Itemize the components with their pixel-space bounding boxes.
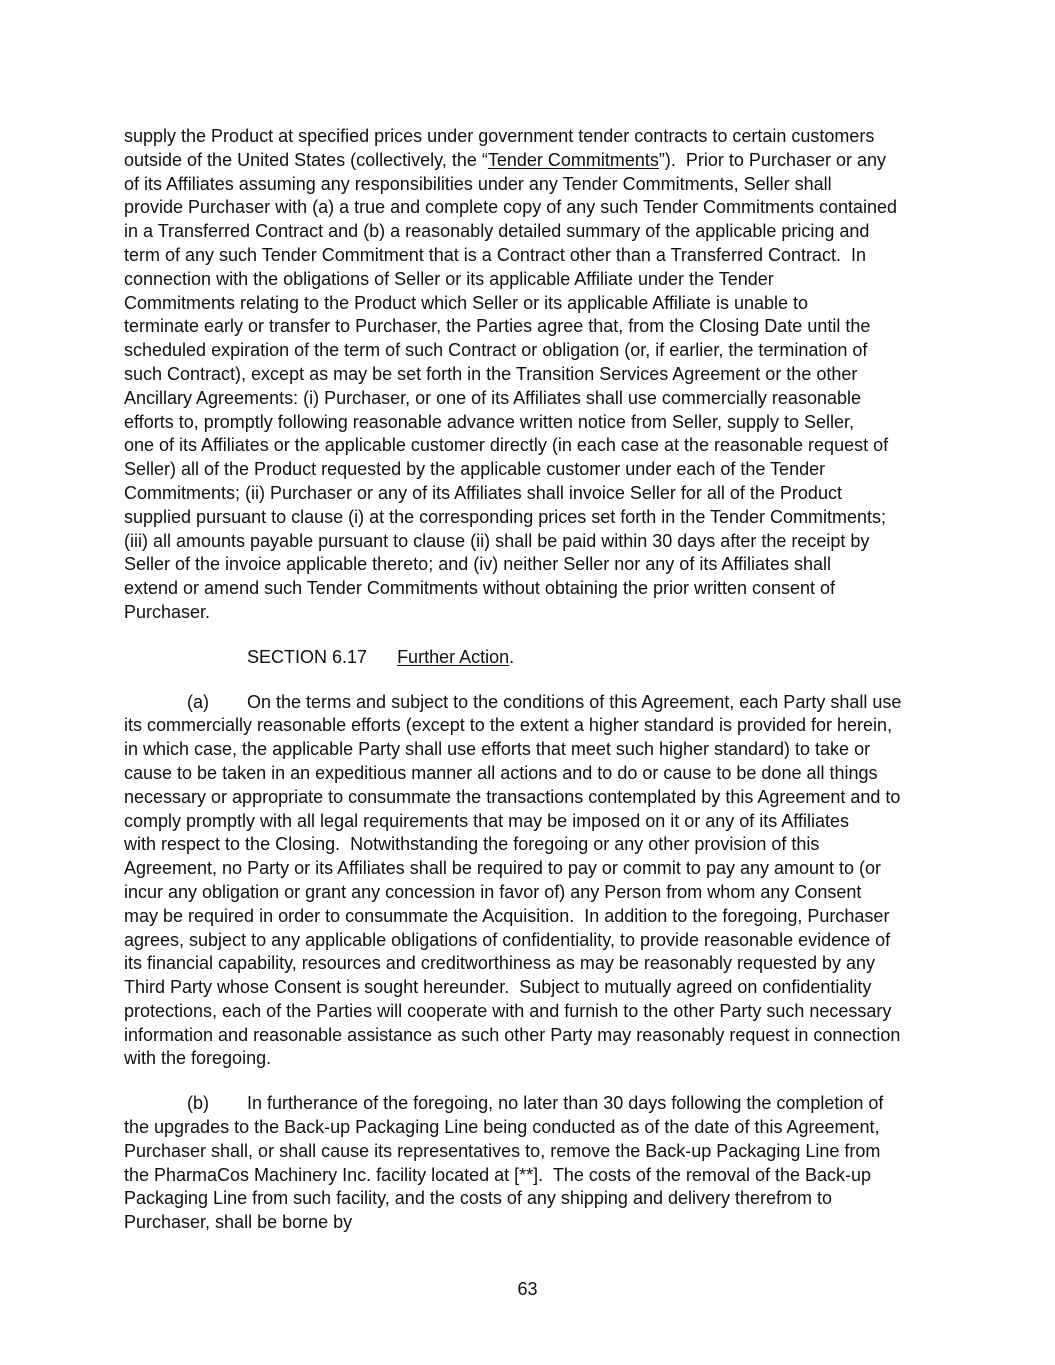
text-line: of its Affiliates assuming any responsibilities under any Tender Commitments, Seller shall [124, 173, 832, 194]
section-title-period: . [509, 646, 515, 667]
text-line: Ancillary Agreements: (i) Purchaser, or one of its Affiliates shall use commercially reasonable [124, 387, 861, 408]
text-line: in which case, the applicable Party shall use efforts that meet such higher standard) to take or [124, 739, 871, 760]
text-line: connection with the obligations of Seller or its applicable Affiliate under the Tender [124, 268, 774, 289]
text-line: necessary or appropriate to consummate the transactions contemplated by this Agreement and to [124, 786, 901, 807]
text-line: efforts to, promptly following reasonable advance written notice from Seller, supply to Seller, [124, 411, 855, 432]
text-line: the PharmaCos Machinery Inc. facility located at [**]. The costs of the removal of the Back-up [124, 1164, 872, 1185]
text-line: its financial capability, resources and creditworthiness as may be reasonably requested by any [124, 953, 876, 974]
text-line: protections, each of the Parties will cooperate with and furnish to the other Party such necessary [124, 1000, 892, 1021]
text-line: Commitments; (ii) Purchaser or any of its Affiliates shall invoice Seller for all of the Product [124, 482, 842, 503]
text-line: Third Party whose Consent is sought hereunder. Subject to mutually agreed on confidentiality [124, 977, 872, 998]
text-line: information and reasonable assistance as such other Party may reasonably request in connection [124, 1024, 901, 1045]
section-number: SECTION 6.17 [247, 646, 368, 667]
text-line: Seller of the invoice applicable thereto; and (iv) neither Seller nor any of its Affiliates shall [124, 554, 832, 575]
text-fragment: outside of the United States (collectively, the “ [124, 149, 488, 170]
text-line: Purchaser, shall be borne by [124, 1212, 353, 1233]
text-line: comply promptly with all legal requirements that may be imposed on it or any of its Affiliates [124, 810, 850, 831]
text-line: may be required in order to consummate the Acquisition. In addition to the foregoing, Purchaser [124, 905, 890, 926]
document-page [124, 125, 936, 1235]
text-line: Commitments relating to the Product which Seller or its applicable Affiliate is unable to [124, 292, 809, 313]
text-line: incur any obligation or grant any concession in favor of) any Person from whom any Consent [124, 881, 862, 902]
section-heading [124, 646, 936, 670]
text-line: its commercially reasonable efforts (except to the extent a higher standard is provided for herein, [124, 715, 893, 736]
text-line: agrees, subject to any applicable obligations of confidentiality, to provide reasonable evidence of [124, 929, 891, 950]
section-title: Further Action [397, 646, 510, 667]
text-line: Packaging Line from such facility, and the costs of any shipping and delivery therefrom to [124, 1188, 833, 1209]
text-line: Agreement, no Party or its Affiliates shall be required to pay or commit to pay any amount to (or [124, 858, 882, 879]
text-line: cause to be taken in an expeditious manner all actions and to do or cause to be done all things [124, 762, 878, 783]
text-line: supplied pursuant to clause (i) at the corresponding prices set forth in the Tender Commitments; [124, 506, 887, 527]
page-number: 63 [517, 1279, 538, 1299]
text-line: (iii) all amounts payable pursuant to clause (ii) shall be paid within 30 days after the receipt by [124, 530, 870, 551]
paragraph-b [124, 1092, 936, 1235]
text-line: with the foregoing. [124, 1048, 272, 1069]
paragraph-label: (b) [187, 1093, 209, 1114]
paragraph-a [124, 691, 936, 1072]
text-line: with respect to the Closing. Notwithstanding the foregoing or any other provision of this [124, 834, 820, 855]
text-line [124, 691, 936, 715]
text-line [124, 149, 936, 173]
text-line: provide Purchaser with (a) a true and complete copy of any such Tender Commitments contained [124, 197, 898, 218]
text-fragment: In furtherance of the foregoing, no later than 30 days following the completion of [247, 1093, 884, 1114]
text-line: extend or amend such Tender Commitments without obtaining the prior written consent of [124, 578, 836, 599]
text-line: Seller) all of the Product requested by the applicable customer under each of the Tender [124, 459, 826, 480]
text-line [124, 1092, 936, 1116]
text-line: one of its Affiliates or the applicable customer directly (in each case at the reasonable request of [124, 435, 889, 456]
defined-term-tender-commitments: Tender Commitments [487, 149, 659, 170]
text-fragment: ”). Prior to Purchaser or any [658, 149, 886, 170]
text-line: in a Transferred Contract and (b) a reasonably detailed summary of the applicable pricing and [124, 221, 870, 242]
text-line: the upgrades to the Back-up Packaging Line being conducted as of the date of this Agreement, [124, 1117, 880, 1138]
text-line: terminate early or transfer to Purchaser, the Parties agree that, from the Closing Date until the [124, 316, 871, 337]
text-line: such Contract), except as may be set forth in the Transition Services Agreement or the other [124, 363, 858, 384]
paragraph-tender-commitments [124, 125, 936, 625]
text-line: Purchaser. [124, 601, 211, 622]
text-line: supply the Product at specified prices under government tender contracts to certain customers [124, 126, 875, 146]
paragraph-label: (a) [187, 691, 209, 712]
text-line: Purchaser shall, or shall cause its representatives to, remove the Back-up Packaging Line from [124, 1140, 881, 1161]
text-fragment: On the terms and subject to the conditions of this Agreement, each Party shall use [247, 691, 902, 712]
text-line: term of any such Tender Commitment that is a Contract other than a Transferred Contract. In [124, 244, 867, 265]
text-line: scheduled expiration of the term of such Contract or obligation (or, if earlier, the termination of [124, 340, 868, 361]
